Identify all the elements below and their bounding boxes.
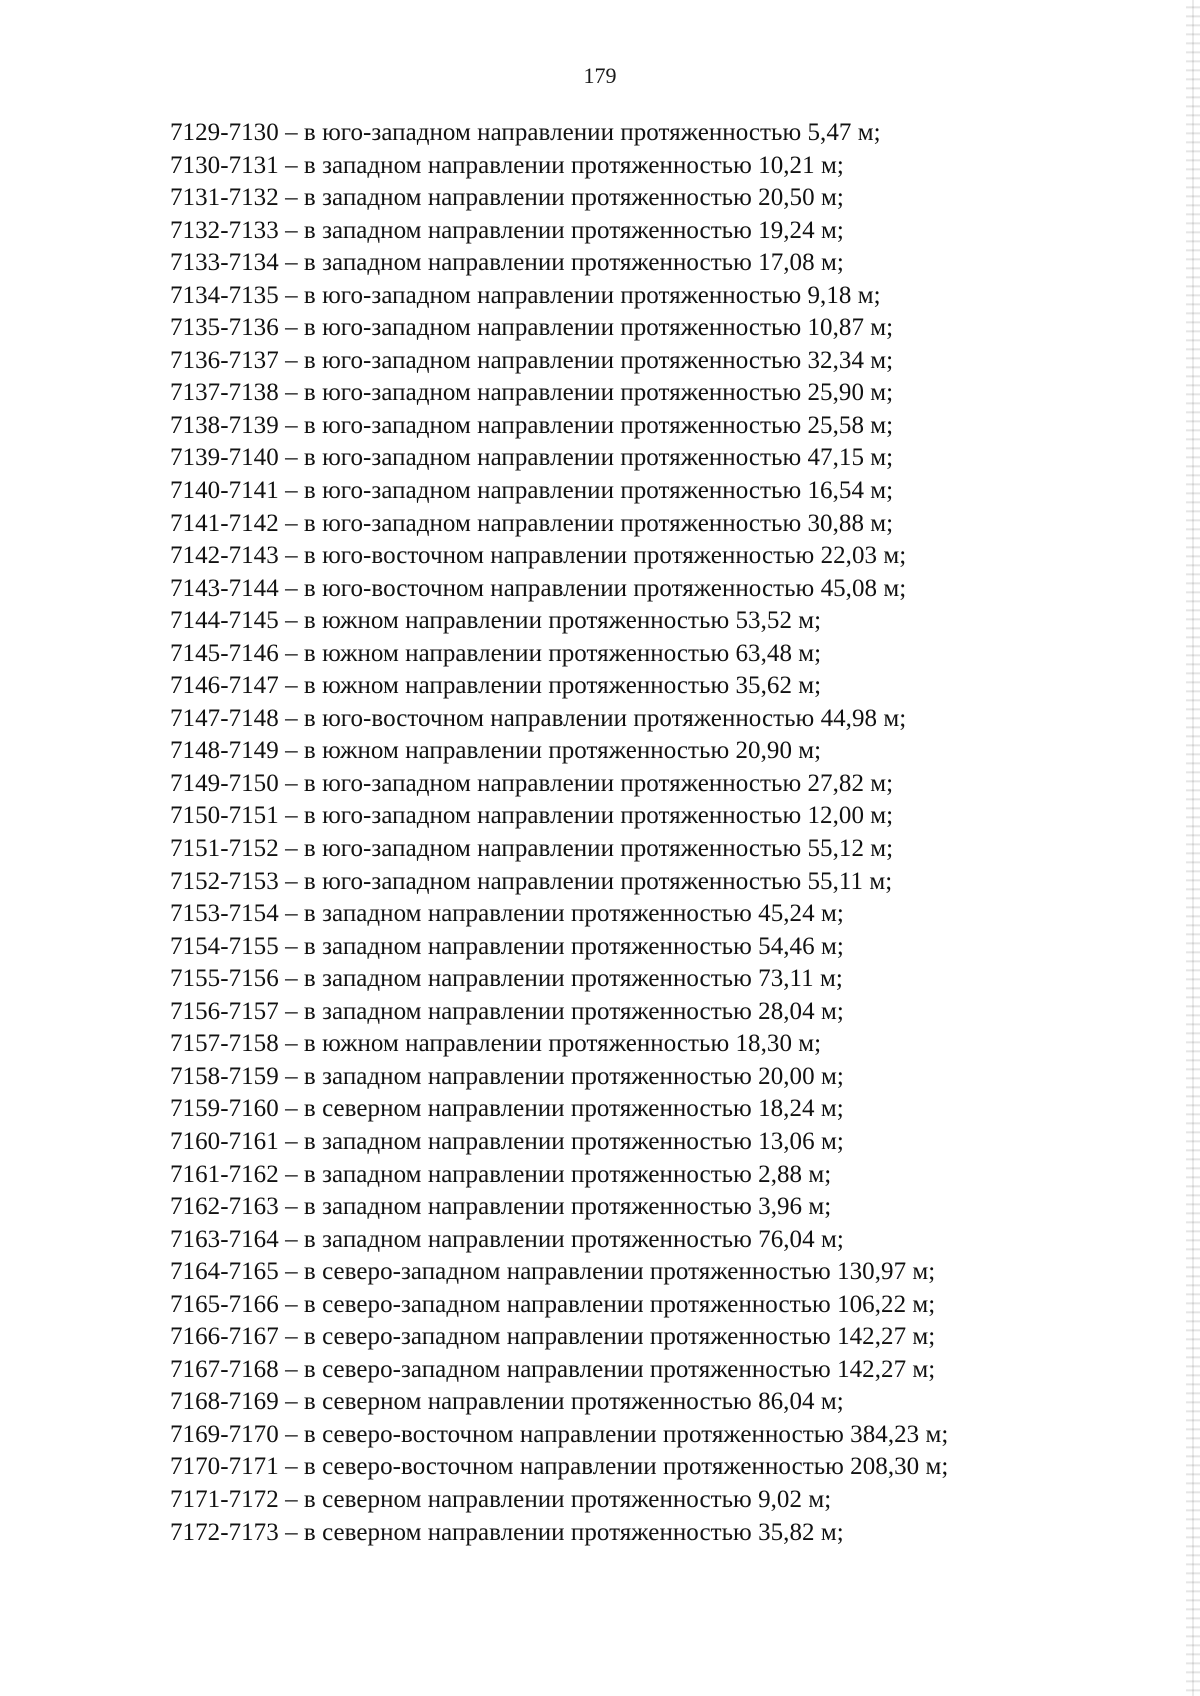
segment-line: 7170-7171 – в северо-восточном направлении протяженностью 208,30 м; [170, 1453, 949, 1481]
segment-line: 7159-7160 – в северном направлении протяженностью 18,24 м; [170, 1095, 844, 1123]
segment-line: 7165-7166 – в северо-западном направлении протяженностью 106,22 м; [170, 1290, 936, 1318]
segment-line: 7158-7159 – в западном направлении протяженностью 20,00 м; [170, 1062, 844, 1090]
segment-line: 7146-7147 – в южном направлении протяженностью 35,62 м; [170, 672, 822, 700]
boundary-segment-list [170, 117, 1090, 1549]
segment-line: 7141-7142 – в юго-западном направлении протяженностью 30,88 м; [170, 509, 894, 537]
segment-line: 7129-7130 – в юго-западном направлении протяженностью 5,47 м; [170, 119, 881, 146]
segment-line: 7148-7149 – в южном направлении протяженностью 20,90 м; [170, 737, 822, 765]
segment-line: 7143-7144 – в юго-восточном направлении протяженностью 45,08 м; [170, 574, 907, 602]
segment-line: 7145-7146 – в южном направлении протяженностью 63,48 м; [170, 639, 822, 667]
segment-line: 7161-7162 – в западном направлении протяженностью 2,88 м; [170, 1160, 832, 1188]
segment-line: 7167-7168 – в северо-западном направлении протяженностью 142,27 м; [170, 1355, 936, 1383]
segment-line: 7147-7148 – в юго-восточном направлении протяженностью 44,98 м; [170, 704, 907, 732]
segment-line: 7139-7140 – в юго-западном направлении протяженностью 47,15 м; [170, 444, 894, 472]
segment-line: 7155-7156 – в западном направлении протяженностью 73,11 м; [170, 965, 843, 993]
page-number: 179 [583, 63, 617, 88]
segment-line: 7172-7173 – в северном направлении протяженностью 35,82 м; [170, 1518, 844, 1546]
segment-line: 7133-7134 – в западном направлении протяженностью 17,08 м; [170, 249, 844, 277]
segment-line: 7162-7163 – в западном направлении протяженностью 3,96 м; [170, 1193, 832, 1221]
segment-line: 7164-7165 – в северо-западном направлении протяженностью 130,97 м; [170, 1258, 936, 1286]
segment-line: 7132-7133 – в западном направлении протяженностью 19,24 м; [170, 216, 844, 244]
segment-line: 7144-7145 – в южном направлении протяженностью 53,52 м; [170, 607, 822, 635]
segment-line: 7169-7170 – в северо-восточном направлении протяженностью 384,23 м; [170, 1420, 949, 1448]
segment-line: 7130-7131 – в западном направлении протяженностью 10,21 м; [170, 151, 844, 179]
segment-line: 7134-7135 – в юго-западном направлении протяженностью 9,18 м; [170, 281, 881, 309]
segment-line: 7152-7153 – в юго-западном направлении протяженностью 55,11 м; [170, 867, 893, 895]
segment-line: 7156-7157 – в западном направлении протяженностью 28,04 м; [170, 997, 844, 1025]
segment-line: 7140-7141 – в юго-западном направлении протяженностью 16,54 м; [170, 477, 894, 505]
segment-line: 7166-7167 – в северо-западном направлении протяженностью 142,27 м; [170, 1323, 936, 1351]
segment-line: 7131-7132 – в западном направлении протяженностью 20,50 м; [170, 184, 844, 212]
segment-line: 7135-7136 – в юго-западном направлении протяженностью 10,87 м; [170, 314, 894, 342]
segment-line: 7154-7155 – в западном направлении протяженностью 54,46 м; [170, 932, 844, 960]
segment-line: 7163-7164 – в западном направлении протяженностью 76,04 м; [170, 1225, 844, 1253]
segment-line: 7150-7151 – в юго-западном направлении протяженностью 12,00 м; [170, 802, 894, 830]
segment-line: 7168-7169 – в северном направлении протяженностью 86,04 м; [170, 1388, 844, 1416]
segment-line: 7138-7139 – в юго-западном направлении протяженностью 25,58 м; [170, 411, 894, 439]
segment-line: 7151-7152 – в юго-западном направлении протяженностью 55,12 м; [170, 835, 894, 863]
segment-line: 7160-7161 – в западном направлении протяженностью 13,06 м; [170, 1127, 844, 1155]
segment-line: 7171-7172 – в северном направлении протяженностью 9,02 м; [170, 1485, 832, 1513]
segment-line: 7157-7158 – в южном направлении протяженностью 18,30 м; [170, 1030, 822, 1058]
segment-line: 7142-7143 – в юго-восточном направлении протяженностью 22,03 м; [170, 542, 907, 570]
segment-line: 7136-7137 – в юго-западном направлении протяженностью 32,34 м; [170, 346, 894, 374]
segment-line: 7137-7138 – в юго-западном направлении протяженностью 25,90 м; [170, 379, 894, 407]
segment-line: 7149-7150 – в юго-западном направлении протяженностью 27,82 м; [170, 769, 894, 797]
scan-edge-line [1192, 0, 1194, 1696]
segment-line: 7153-7154 – в западном направлении протяженностью 45,24 м; [170, 900, 844, 928]
